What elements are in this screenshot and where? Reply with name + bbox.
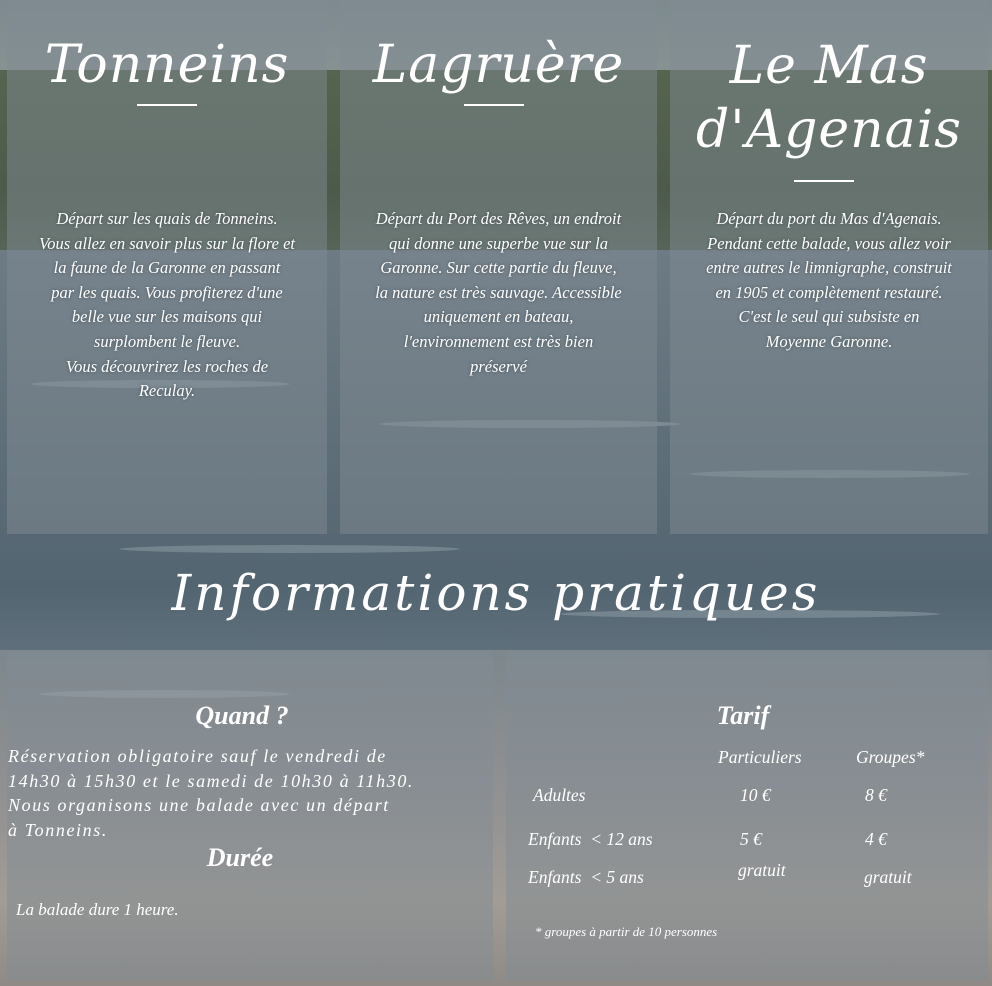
quand-text: Réservation obligatoire sauf le vendredi de 14h30 à 15h30 et le samedi de 10h30 à 11h30. Nous organisons une balade avec un départ à Tonneins. bbox=[8, 746, 415, 840]
section-title-informations-pratiques: Informations pratiques bbox=[171, 564, 821, 622]
title-underline bbox=[464, 104, 524, 106]
tarif-price-groupes: 8 € bbox=[865, 785, 887, 805]
tarif-price-groupes: gratuit bbox=[864, 867, 912, 887]
town-card-le-mas-dagenais bbox=[670, 0, 988, 534]
title-underline bbox=[137, 104, 197, 106]
tarif-price-particuliers: 5 € bbox=[740, 829, 762, 849]
tarif-price-groupes: 4 € bbox=[865, 829, 887, 849]
town-card-lagruere bbox=[340, 0, 657, 534]
tarif-footnote: * groupes à partir de 10 personnes bbox=[535, 924, 718, 939]
town-title: Tonneins bbox=[44, 35, 290, 95]
title-underline bbox=[794, 180, 854, 182]
duree-text: La balade dure 1 heure. bbox=[16, 900, 179, 919]
town-title: Lagruère bbox=[372, 35, 625, 95]
tarif-row-label: Enfants < 12 ans bbox=[528, 829, 653, 849]
tarif-col-header-groupes: Groupes* bbox=[856, 747, 925, 767]
town-description: Départ du port du Mas d'Agenais. Pendant cette balade, vous allez voir entre autres le limnigraphe, construit en 1905 et complètement restauré. C'est le seul qui subsiste en Moyenne Garonne. bbox=[706, 209, 952, 351]
tarif-col-header-particuliers: Particuliers bbox=[718, 747, 802, 767]
background-ripple bbox=[120, 545, 460, 553]
duree-heading: Durée bbox=[206, 843, 274, 872]
town-title: Le Mas d'Agenais bbox=[695, 36, 962, 160]
tarif-heading: Tarif bbox=[716, 701, 770, 730]
tarif-row-label: Enfants < 5 ans bbox=[528, 867, 644, 887]
town-description: Départ sur les quais de Tonneins. Vous allez en savoir plus sur la flore et la faune de la Garonne en passant par les quais. Vous profiterez d'une belle vue sur les maisons qui surplombent le fleuve. Vous découvrirez les roches de Reculay. bbox=[38, 209, 296, 401]
town-card-tonneins bbox=[7, 0, 327, 534]
tarif-price-particuliers: gratuit bbox=[738, 860, 786, 880]
tarif-row-label: Adultes bbox=[533, 785, 586, 805]
town-description: Départ du Port des Rêves, un endroit qui donne une superbe vue sur la Garonne. Sur cette partie du fleuve, la nature est très sauvage. Accessible uniquement en bateau, l'environnement est très bien préservé bbox=[375, 209, 622, 376]
tarif-price-particuliers: 10 € bbox=[740, 785, 771, 805]
quand-heading: Quand ? bbox=[195, 701, 289, 730]
